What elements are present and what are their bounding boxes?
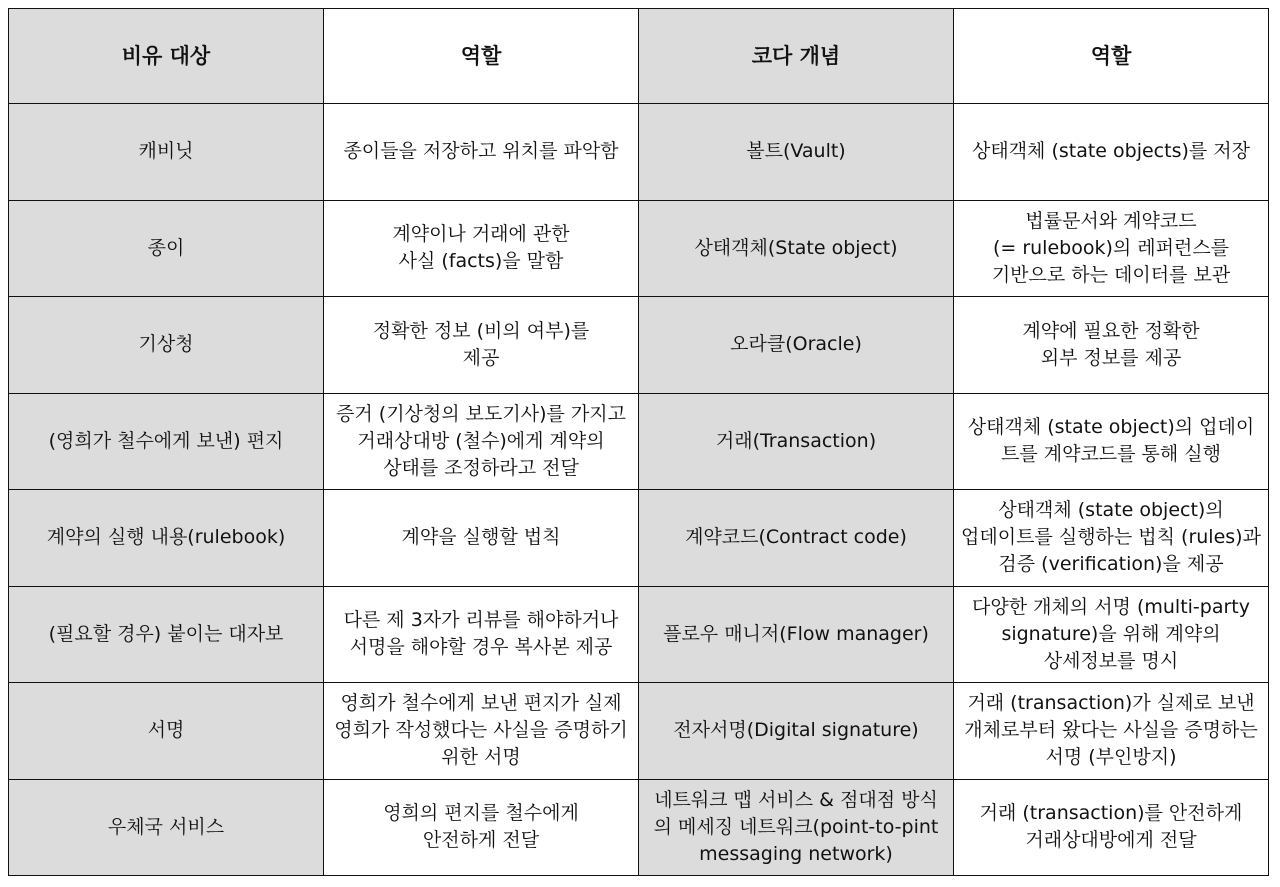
analogy-cell: 캐비닛 <box>9 104 324 201</box>
header-role: 역할 <box>954 9 1269 104</box>
table-row <box>9 683 1269 780</box>
concept-role-cell: 상태객체 (state object)의 업데이 트를 계약코드를 통해 실행 <box>954 393 1269 490</box>
concept-role-cell: 상태객체 (state object)의 업데이트를 실행하는 법칙 (rules)과 검증 (verification)을 제공 <box>954 490 1269 587</box>
analogy-cell: 종이 <box>9 200 324 297</box>
corda-analogy-table <box>8 8 1269 876</box>
table-row <box>9 779 1269 876</box>
analogy-cell: (영희가 철수에게 보낸) 편지 <box>9 393 324 490</box>
table-row <box>9 490 1269 587</box>
table-row <box>9 297 1269 394</box>
concept-cell: 플로우 매니저(Flow manager) <box>639 586 954 683</box>
concept-cell: 네트워크 맵 서비스 & 점대점 방식 의 메세징 네트워크(point-to-pint messaging network) <box>639 779 954 876</box>
concept-role-cell: 계약에 필요한 정확한 외부 정보를 제공 <box>954 297 1269 394</box>
header-row <box>9 9 1269 104</box>
analogy-cell: (필요할 경우) 붙이는 대자보 <box>9 586 324 683</box>
analogy-cell: 기상청 <box>9 297 324 394</box>
concept-cell: 상태객체(State object) <box>639 200 954 297</box>
header-analogy-target: 비유 대상 <box>9 9 324 104</box>
concept-cell: 계약코드(Contract code) <box>639 490 954 587</box>
table-row <box>9 586 1269 683</box>
concept-cell: 오라클(Oracle) <box>639 297 954 394</box>
concept-role-cell: 거래 (transaction)가 실제로 보낸 개체로부터 왔다는 사실을 증명하는 서명 (부인방지) <box>954 683 1269 780</box>
concept-role-cell: 거래 (transaction)를 안전하게 거래상대방에게 전달 <box>954 779 1269 876</box>
analogy-cell: 계약의 실행 내용(rulebook) <box>9 490 324 587</box>
analogy-role-cell: 영희의 편지를 철수에게 안전하게 전달 <box>324 779 639 876</box>
table-row <box>9 393 1269 490</box>
concept-cell: 전자서명(Digital signature) <box>639 683 954 780</box>
analogy-role-cell: 증거 (기상청의 보도기사)를 가지고 거래상대방 (철수)에게 계약의 상태를 조정하라고 전달 <box>324 393 639 490</box>
analogy-role-cell: 계약을 실행할 법칙 <box>324 490 639 587</box>
analogy-role-cell: 계약이나 거래에 관한 사실 (facts)을 말함 <box>324 200 639 297</box>
header-corda-concept: 코다 개념 <box>639 9 954 104</box>
table-row <box>9 104 1269 201</box>
table-row <box>9 200 1269 297</box>
analogy-cell: 서명 <box>9 683 324 780</box>
analogy-role-cell: 영희가 철수에게 보낸 편지가 실제 영희가 작성했다는 사실을 증명하기 위한 서명 <box>324 683 639 780</box>
concept-role-cell: 다양한 개체의 서명 (multi-party signature)을 위해 계약의 상세정보를 명시 <box>954 586 1269 683</box>
concept-cell: 볼트(Vault) <box>639 104 954 201</box>
analogy-role-cell: 정확한 정보 (비의 여부)를 제공 <box>324 297 639 394</box>
analogy-role-cell: 다른 제 3자가 리뷰를 해야하거나 서명을 해야할 경우 복사본 제공 <box>324 586 639 683</box>
comparison-table-container <box>8 8 1268 876</box>
header-role: 역할 <box>324 9 639 104</box>
concept-cell: 거래(Transaction) <box>639 393 954 490</box>
concept-role-cell: 상태객체 (state objects)를 저장 <box>954 104 1269 201</box>
analogy-cell: 우체국 서비스 <box>9 779 324 876</box>
concept-role-cell: 법률문서와 계약코드 (= rulebook)의 레퍼런스를 기반으로 하는 데이터를 보관 <box>954 200 1269 297</box>
analogy-role-cell: 종이들을 저장하고 위치를 파악함 <box>324 104 639 201</box>
